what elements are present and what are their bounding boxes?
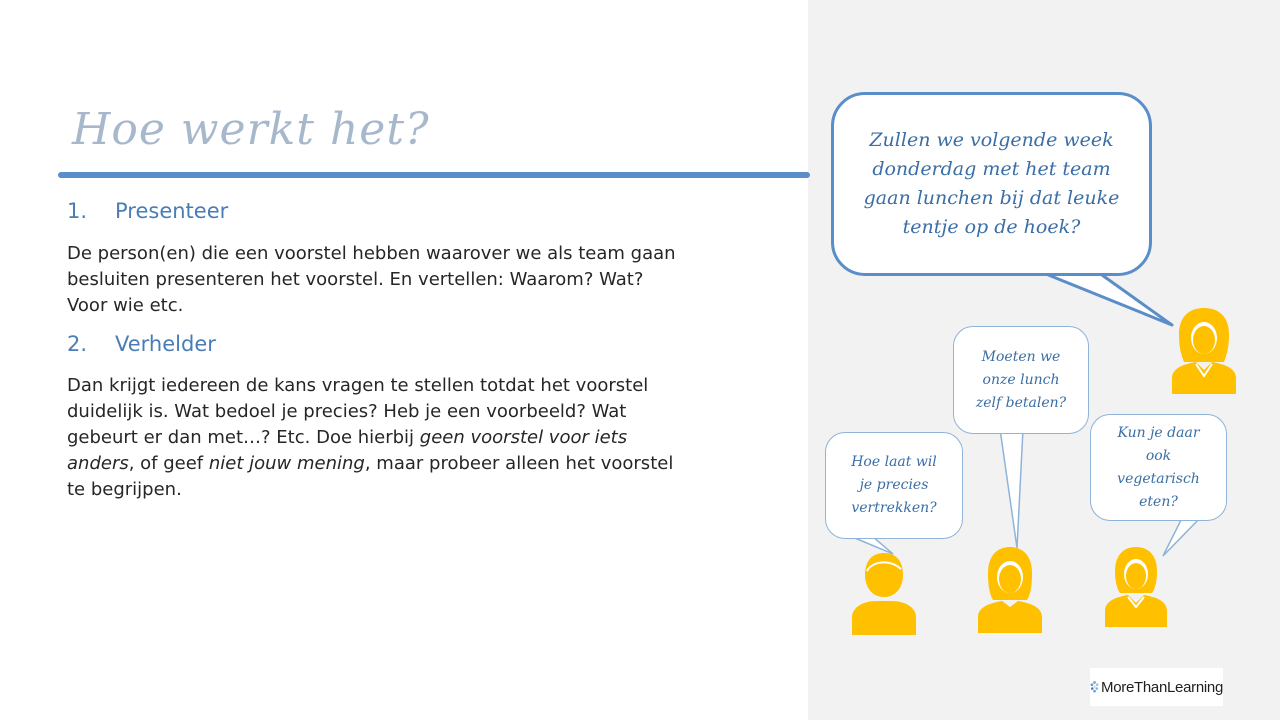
step-2-text-part2: , of geef xyxy=(128,453,209,474)
step-1-number: 1. xyxy=(67,199,88,223)
veg-bubble-line: Kun je daar xyxy=(1117,424,1200,441)
main-bubble-tail xyxy=(1036,270,1172,325)
step-2-text-italic1: geen voorstel voor iets anders xyxy=(67,427,628,474)
main-bubble-line: tentje op de hoek? xyxy=(902,216,1081,238)
time-bubble-line: Hoe laat wil xyxy=(851,454,937,470)
logo-text: MoreThanLearning xyxy=(1101,678,1223,696)
pay-bubble-line: Moeten we xyxy=(981,348,1061,365)
speech-bubble-main xyxy=(831,92,1152,276)
step-2-number: 2. xyxy=(67,332,88,356)
flower-logo-icon xyxy=(1090,669,1099,705)
person-icon-asker-veg xyxy=(1102,545,1170,627)
speech-bubble-veg xyxy=(1090,414,1227,521)
veg-bubble-line: ook xyxy=(1145,447,1172,464)
speech-bubble-time xyxy=(825,432,963,539)
person-icon-presenter xyxy=(1168,306,1240,394)
step-1-text: De person(en) die een voorstel hebben waarover we als team gaan besluiten presenteren het voorstel. En vertellen: Waarom? Wat? Voor wie etc. xyxy=(67,243,676,316)
time-bubble-line: je precies xyxy=(859,477,929,493)
pay-bubble-line: zelf betalen? xyxy=(975,394,1067,411)
step-2-text-part1: Dan krijgt iedereen de kans vragen te stellen totdat het voorstel duidelijk is. Wat bedoel je precies? Heb je een voorbeeld? Wat gebeurt er dan met…? Etc. Doe hierbij xyxy=(67,375,649,448)
speech-bubble-pay xyxy=(953,326,1089,434)
person-icon-asker-pay xyxy=(976,545,1044,633)
veg-bubble-line: vegetarisch xyxy=(1117,470,1200,487)
step-1-label: Presenteer xyxy=(115,199,229,223)
main-bubble-line: Zullen we volgende week xyxy=(869,129,1114,151)
person-icon-asker-time xyxy=(850,551,918,635)
pay-bubble-line: onze lunch xyxy=(982,371,1060,388)
morethanlearning-logo xyxy=(1090,668,1223,706)
pay-bubble-tail xyxy=(1000,429,1023,548)
step-2-label: Verhelder xyxy=(115,332,216,356)
veg-bubble-line: eten? xyxy=(1139,493,1178,510)
slide-title: Hoe werkt het? xyxy=(72,104,430,155)
time-bubble-line: vertrekken? xyxy=(851,500,937,516)
step-2-text-italic2: niet jouw mening xyxy=(208,453,365,474)
main-bubble-line: gaan lunchen bij dat leuke xyxy=(863,187,1120,209)
step-2-text-part3: , maar probeer alleen het voorstel te begrijpen. xyxy=(67,453,674,500)
main-bubble-line: donderdag met het team xyxy=(872,158,1111,180)
